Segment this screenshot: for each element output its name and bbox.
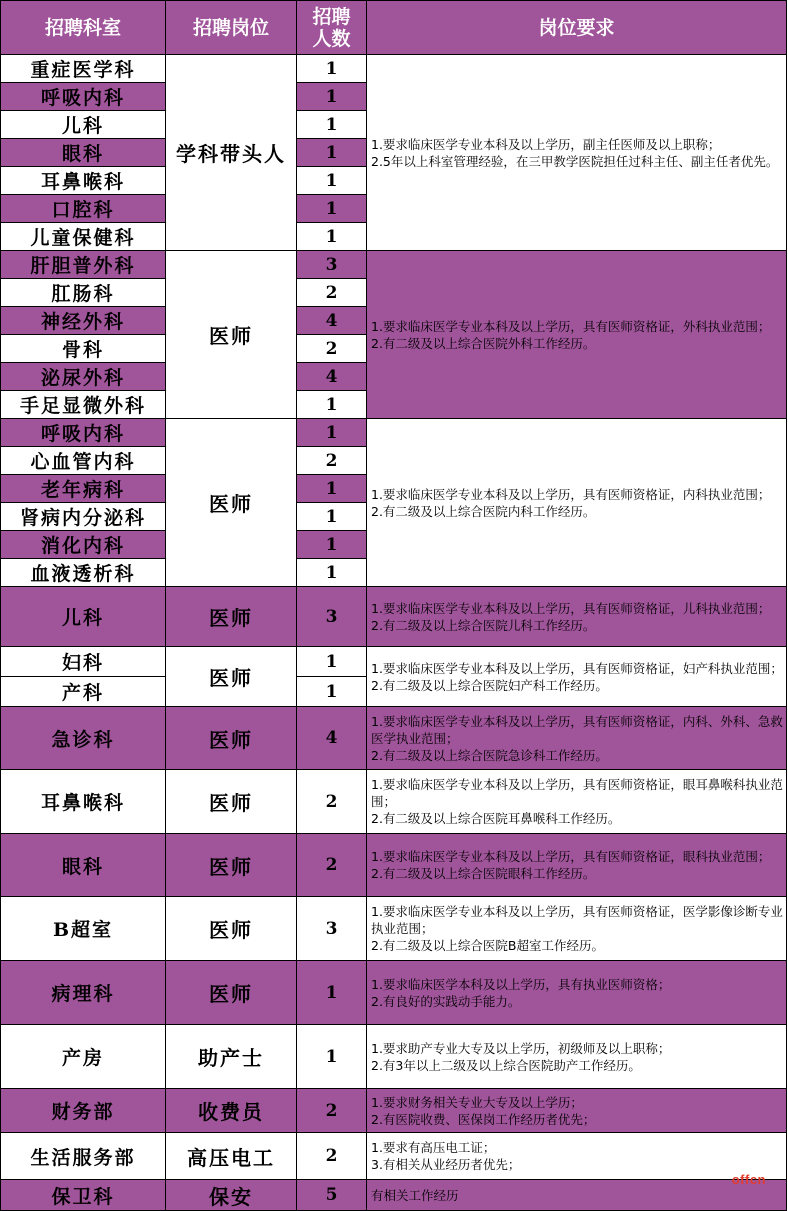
count-cell: 1	[297, 195, 367, 223]
count-cell: 1	[297, 559, 367, 587]
count-cell: 1	[297, 475, 367, 503]
count-cell: 1	[297, 83, 367, 111]
department-cell: 心血管内科	[1, 447, 166, 475]
table-row	[1, 1133, 787, 1180]
count-cell: 1	[297, 419, 367, 447]
requirement-cell: 有相关工作经历	[367, 1180, 787, 1211]
department-cell: 妇科	[1, 647, 166, 677]
position-cell: 医师	[166, 251, 297, 419]
header-dept: 招聘科室	[1, 1, 166, 55]
count-cell: 2	[297, 770, 367, 834]
table-row	[1, 961, 787, 1025]
position-cell: 医师	[166, 419, 297, 587]
count-cell: 2	[297, 1089, 367, 1133]
table-row	[1, 834, 787, 897]
requirement-cell: 1.要求临床医学专业本科及以上学历，具有医师资格证，内科执业范围； 2.有二级及以上综合医院内科工作经历。	[367, 419, 787, 587]
count-cell: 1	[297, 503, 367, 531]
count-cell: 4	[297, 707, 367, 770]
count-cell: 5	[297, 1180, 367, 1211]
department-cell: 口腔科	[1, 195, 166, 223]
count-cell: 1	[297, 677, 367, 707]
count-cell: 2	[297, 447, 367, 475]
department-cell: 病理科	[1, 961, 166, 1025]
department-cell: B超室	[1, 897, 166, 961]
table-row	[1, 587, 787, 647]
count-cell: 1	[297, 961, 367, 1025]
position-cell: 收费员	[166, 1089, 297, 1133]
position-cell: 高压电工	[166, 1133, 297, 1180]
department-cell: 老年病科	[1, 475, 166, 503]
table-row	[1, 707, 787, 770]
count-cell: 3	[297, 587, 367, 647]
department-cell: 血液透析科	[1, 559, 166, 587]
position-cell: 医师	[166, 961, 297, 1025]
department-cell: 儿童保健科	[1, 223, 166, 251]
header-count: 招聘 人数	[297, 1, 367, 55]
count-cell: 1	[297, 139, 367, 167]
department-cell: 重症医学科	[1, 55, 166, 83]
header-requirement: 岗位要求	[367, 1, 787, 55]
requirement-cell: 1.要求财务相关专业大专及以上学历； 2.有医院收费、医保岗工作经历者优先；	[367, 1089, 787, 1133]
requirement-cell: 1.要求临床医学专业本科及以上学历，具有医师资格证，医学影像诊断专业执业范围； 2.有二级及以上综合医院B超室工作经历。	[367, 897, 787, 961]
count-cell: 1	[297, 223, 367, 251]
department-cell: 产科	[1, 677, 166, 707]
position-cell: 医师	[166, 770, 297, 834]
count-cell: 4	[297, 307, 367, 335]
position-cell: 医师	[166, 834, 297, 897]
count-cell: 2	[297, 335, 367, 363]
department-cell: 儿科	[1, 111, 166, 139]
position-cell: 学科带头人	[166, 55, 297, 251]
department-cell: 手足显微外科	[1, 391, 166, 419]
requirement-cell: 1.要求临床医学专业本科及以上学历，具有医师资格证，眼科执业范围； 2.有二级及以上综合医院眼科工作经历。	[367, 834, 787, 897]
count-cell: 1	[297, 167, 367, 195]
count-cell: 3	[297, 251, 367, 279]
table-row	[1, 251, 787, 279]
department-cell: 肾病内分泌科	[1, 503, 166, 531]
department-cell: 保卫科	[1, 1180, 166, 1211]
table-row	[1, 1089, 787, 1133]
position-cell: 医师	[166, 897, 297, 961]
department-cell: 骨科	[1, 335, 166, 363]
department-cell: 泌尿外科	[1, 363, 166, 391]
department-cell: 儿科	[1, 587, 166, 647]
count-cell: 3	[297, 897, 367, 961]
department-cell: 消化内科	[1, 531, 166, 559]
table-row	[1, 1180, 787, 1211]
requirement-cell: 1.要求临床医学专业本科及以上学历，具有医师资格证，妇产科执业范围； 2.有二级及以上综合医院妇产科工作经历。	[367, 647, 787, 707]
requirement-cell: 1.要求临床医学专业本科及以上学历，具有医师资格证，儿科执业范围； 2.有二级及以上综合医院儿科工作经历。	[367, 587, 787, 647]
count-cell: 1	[297, 531, 367, 559]
department-cell: 急诊科	[1, 707, 166, 770]
table-row	[1, 647, 787, 677]
count-cell: 1	[297, 55, 367, 83]
table-body	[1, 1, 787, 1211]
department-cell: 耳鼻喉科	[1, 167, 166, 195]
header-position: 招聘岗位	[166, 1, 297, 55]
header-row	[1, 1, 787, 55]
position-cell: 医师	[166, 707, 297, 770]
watermark-logo: offcn	[731, 1172, 766, 1187]
department-cell: 眼科	[1, 139, 166, 167]
requirement-cell: 1.要求临床医学专业本科及以上学历，具有医师资格证，外科执业范围； 2.有二级及以上综合医院外科工作经历。	[367, 251, 787, 419]
department-cell: 财务部	[1, 1089, 166, 1133]
requirement-cell: 1.要求临床医学专业本科及以上学历，具有医师资格证，内科、外科、急救医学执业范围； 2.有二级及以上综合医院急诊科工作经历。	[367, 707, 787, 770]
count-cell: 1	[297, 647, 367, 677]
requirement-cell: 1.要求有高压电工证； 3.有相关从业经历者优先；	[367, 1133, 787, 1180]
department-cell: 生活服务部	[1, 1133, 166, 1180]
count-cell: 1	[297, 111, 367, 139]
count-cell: 4	[297, 363, 367, 391]
department-cell: 神经外科	[1, 307, 166, 335]
table-row	[1, 897, 787, 961]
department-cell: 呼吸内科	[1, 419, 166, 447]
count-cell: 2	[297, 1133, 367, 1180]
requirement-cell: 1.要求助产专业大专及以上学历，初级师及以上职称； 2.有3年以上二级及以上综合医院助产工作经历。	[367, 1025, 787, 1089]
department-cell: 耳鼻喉科	[1, 770, 166, 834]
count-cell: 2	[297, 279, 367, 307]
position-cell: 医师	[166, 587, 297, 647]
department-cell: 呼吸内科	[1, 83, 166, 111]
department-cell: 肛肠科	[1, 279, 166, 307]
position-cell: 医师	[166, 647, 297, 707]
department-cell: 产房	[1, 1025, 166, 1089]
count-cell: 1	[297, 1025, 367, 1089]
department-cell: 肝胆普外科	[1, 251, 166, 279]
position-cell: 助产士	[166, 1025, 297, 1089]
table-row	[1, 55, 787, 83]
table-row	[1, 770, 787, 834]
count-cell: 1	[297, 391, 367, 419]
requirement-cell: 1.要求临床医学专业本科及以上学历，副主任医师及以上职称； 2.5年以上科室管理经验，在三甲教学医院担任过科主任、副主任者优先。	[367, 55, 787, 251]
table-row	[1, 419, 787, 447]
position-cell: 保安	[166, 1180, 297, 1211]
count-cell: 2	[297, 834, 367, 897]
department-cell: 眼科	[1, 834, 166, 897]
requirement-cell: 1.要求临床医学本科及以上学历，具有执业医师资格； 2.有良好的实践动手能力。	[367, 961, 787, 1025]
table-row	[1, 1025, 787, 1089]
requirement-cell: 1.要求临床医学专业本科及以上学历，具有医师资格证，眼耳鼻喉科执业范围； 2.有二级及以上综合医院耳鼻喉科工作经历。	[367, 770, 787, 834]
